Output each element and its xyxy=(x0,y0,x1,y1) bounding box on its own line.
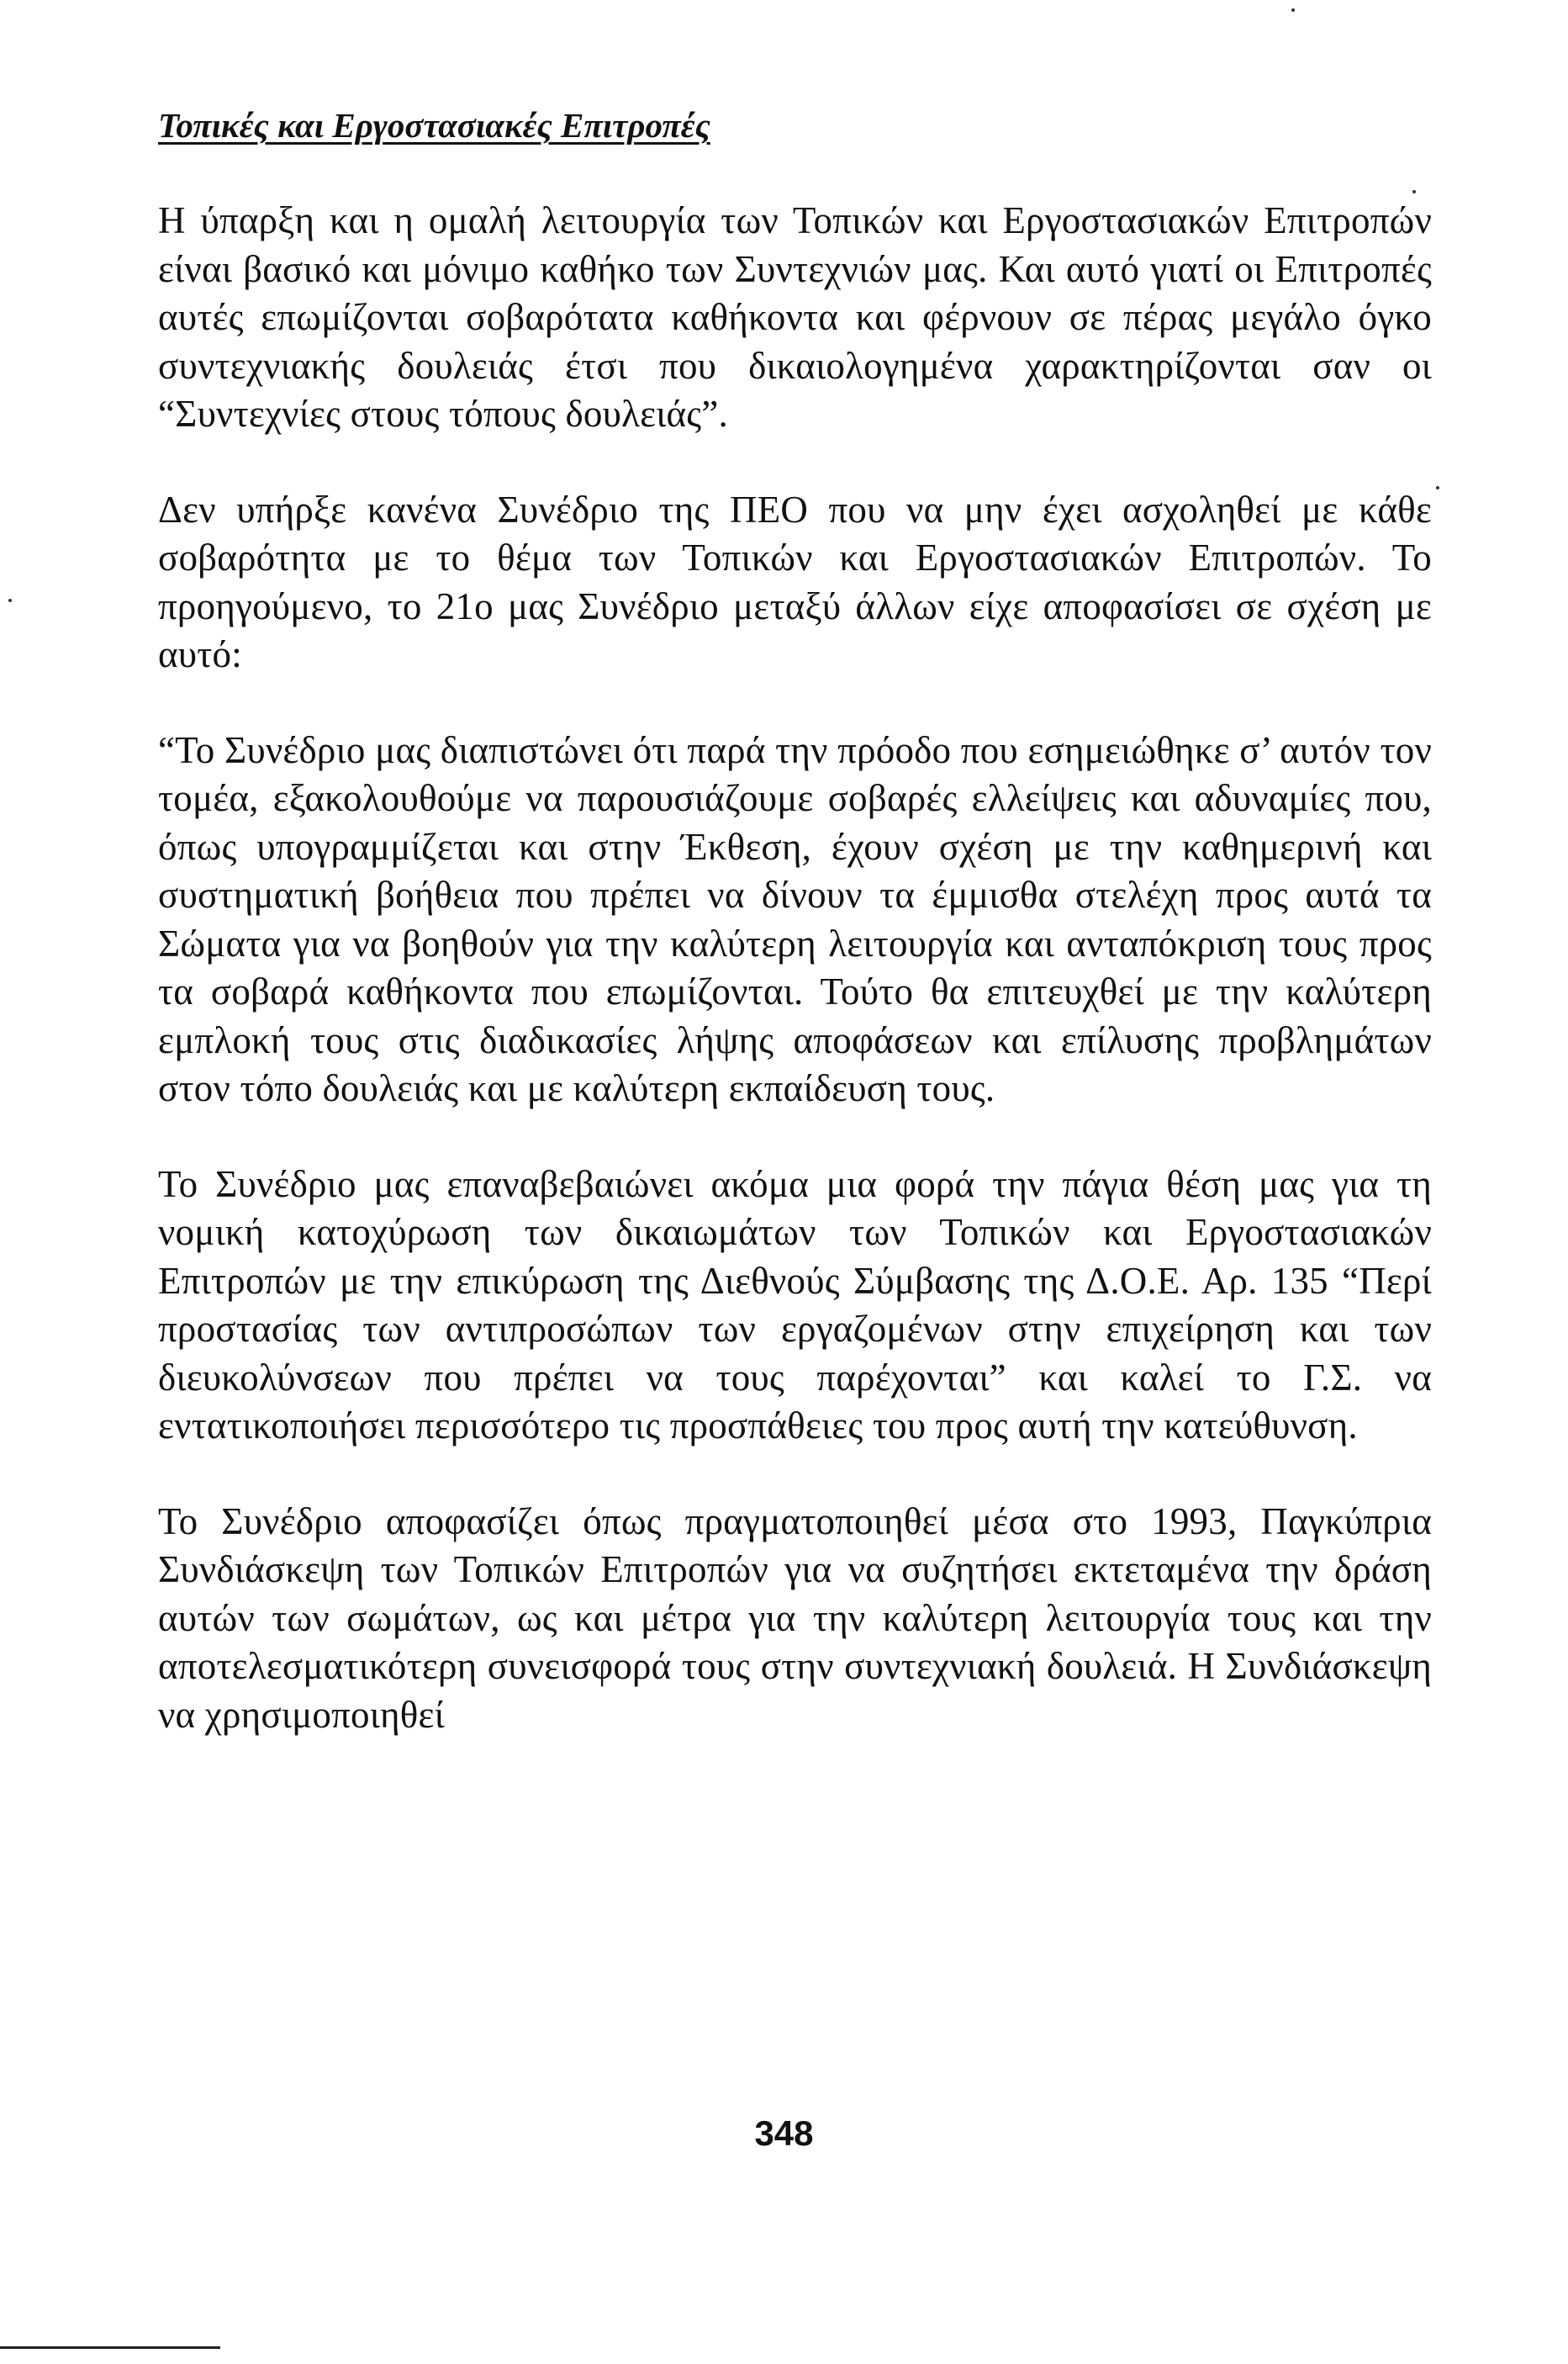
paragraph-1: Η ύπαρξη και η ομαλή λειτουργία των Τοπικών και Εργοστασιακών Επιτροπών είναι βασικό και μόνιμο καθήκο των Συντεχνιών μας. Και αυτό γιατί οι Επιτροπές αυτές επωμίζονται σοβαρότατα καθήκοντα και φέρνουν σε πέρας μεγάλο όγκο συντεχνιακής δουλειάς έτσι που δικαιολογημένα χαρακτηρίζονται σαν οι “Συντεχνίες στους τόπους δουλειάς”. xyxy=(158,199,1432,435)
page-content xyxy=(158,104,1432,1786)
scan-speck xyxy=(1436,486,1439,489)
scan-speck xyxy=(8,599,12,602)
scan-speck xyxy=(1412,190,1416,193)
paragraph-5: Το Συνέδριο αποφασίζει όπως πραγματοποιηθεί μέσα στο 1993, Παγκύπρια Συνδιάσκεψη των Τοπικών Επιτροπών για να συζητήσει εκτεταμένα την δράση αυτών των σωμάτων, ως και μέτρα για την καλύτερη λειτουργία τους και την αποτελεσματικότερη συνεισφορά τους στην συντεχνιακή δουλειά. Η Συνδιάσκεψη να χρησιμοποιηθεί xyxy=(158,1499,1432,1736)
paragraph-3-quote: “Το Συνέδριο μας διαπιστώνει ότι παρά την πρόοδο που εσημειώθηκε σ’ αυτόν τον τομέα, εξακολουθούμε να παρουσιάζουμε σοβαρές ελλείψεις και αδυναμίες που, όπως υπογραμμίζεται και στην Έκθεση, έχουν σχέση με την καθημερινή και συστηματική βοήθεια που πρέπει να δίνουν τα έμμισθα στελέχη προς αυτά τα Σώματα για να βοηθούν για την καλύτερη λειτουργία και ανταπόκριση τους προς τα σοβαρά καθήκοντα που επωμίζονται. Τούτο θα επιτευχθεί με την καλύτερη εμπλοκή τους στις διαδικασίες λήψης αποφάσεων και επίλυσης προβλημάτων στον τόπο δουλειάς και με καλύτερη εκπαίδευση τους. xyxy=(158,728,1432,1109)
section-heading: Τοπικές και Εργοστασιακές Επιτροπές xyxy=(158,106,710,145)
paragraph-4: Το Συνέδριο μας επαναβεβαιώνει ακόμα μια φορά την πάγια θέση μας για τη νομική κατοχύρωση των δικαιωμάτων των Τοπικών και Εργοστασιακών Επιτροπών με την επικύρωση της Διεθνούς Σύμβασης της Δ.Ο.Ε. Αρ. 135 “Περί προστασίας των αντιπροσώπων των εργαζομένων στην επιχείρηση και των διευκολύνσεων που πρέπει να τους παρέχονται” και καλεί το Γ.Σ. να εντατικοποιήσει περισσότερο τις προσπάθειες του προς αυτή την κατεύθυνση. xyxy=(158,1162,1432,1446)
paragraph-2: Δεν υπήρξε κανένα Συνέδριο της ΠΕΟ που να μην έχει ασχοληθεί με κάθε σοβαρότητα με το θέμα των Τοπικών και Εργοστασιακών Επιτροπών. Το προηγούμενο, το 21ο μας Συνέδριο μεταξύ άλλων είχε αποφασίσει σε σχέση με αυτό: xyxy=(158,488,1432,675)
scan-speck xyxy=(1291,8,1295,12)
scan-edge-line xyxy=(0,2346,220,2349)
page-number: 348 xyxy=(754,2113,814,2153)
